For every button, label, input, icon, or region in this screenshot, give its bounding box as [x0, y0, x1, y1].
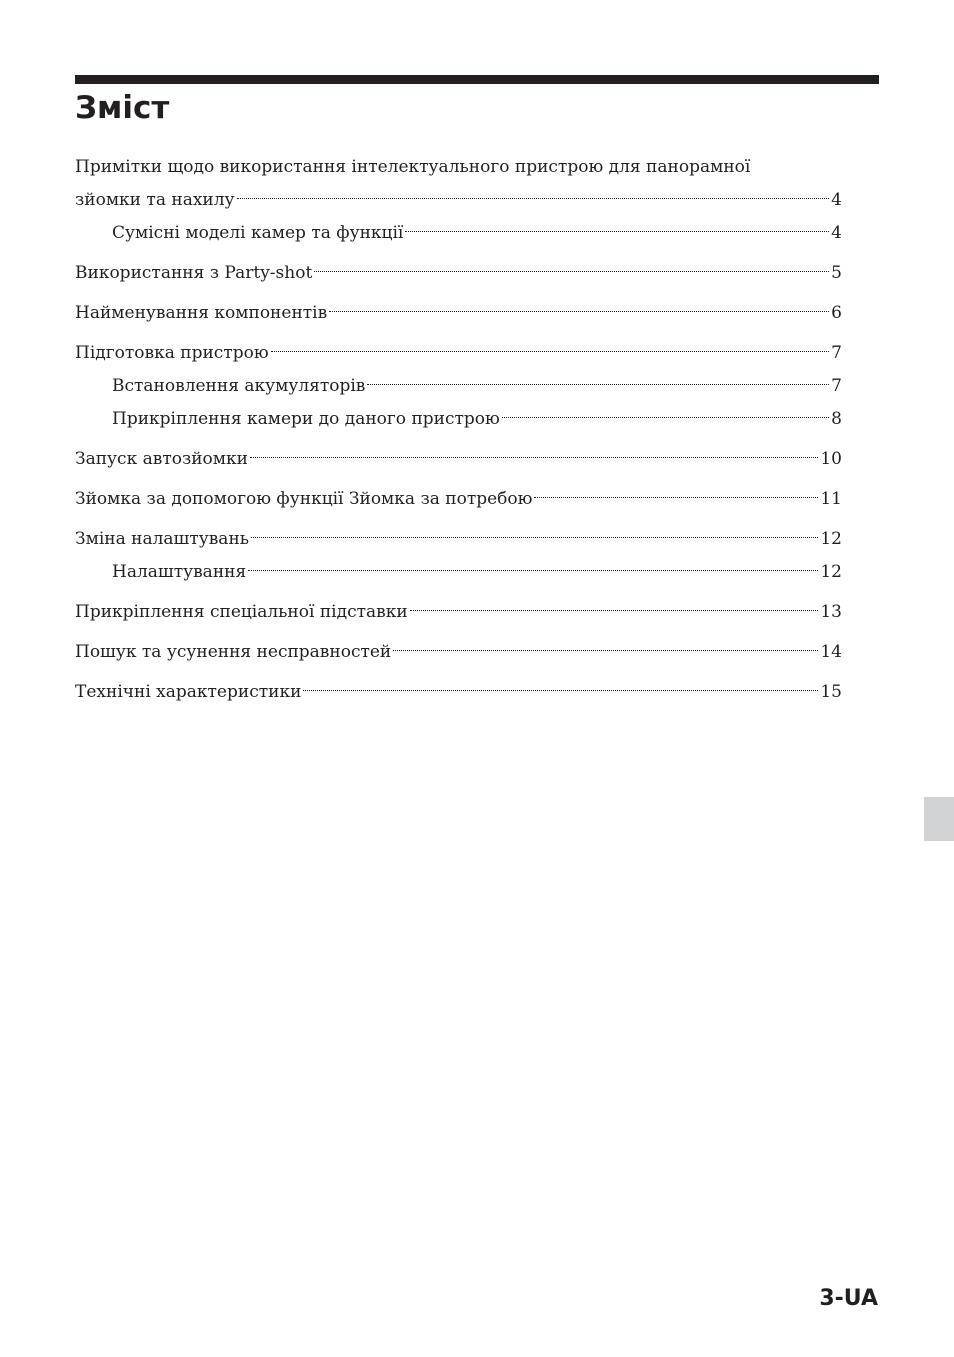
toc-entry-title: Пошук та усунення несправностей — [75, 642, 392, 662]
toc-subentry[interactable] — [75, 399, 842, 429]
dot-leader — [303, 672, 818, 697]
toc-entry-page: 4 — [831, 223, 842, 243]
table-of-contents — [75, 155, 842, 702]
toc-entry[interactable] — [75, 155, 842, 210]
dot-leader — [367, 366, 829, 391]
toc-entry-title: Налаштування — [112, 562, 247, 582]
toc-entry-page: 5 — [831, 263, 842, 283]
toc-entry-title: Прикріплення спеціальної підставки — [75, 602, 408, 622]
toc-entry[interactable] — [75, 293, 842, 323]
toc-entry-page: 11 — [820, 489, 842, 509]
toc-entry-page: 12 — [820, 529, 842, 549]
top-rule — [75, 75, 879, 84]
dot-leader — [314, 253, 829, 278]
dot-leader — [250, 439, 818, 464]
dot-leader — [502, 399, 829, 424]
toc-entry-page: 14 — [820, 642, 842, 662]
toc-entry[interactable] — [75, 333, 842, 363]
toc-entry-title: Встановлення акумуляторів — [112, 376, 366, 396]
toc-entry[interactable] — [75, 253, 842, 283]
dot-leader — [271, 333, 830, 358]
dot-leader — [248, 552, 818, 577]
dot-leader — [237, 180, 830, 205]
dot-leader — [534, 479, 818, 504]
toc-entry[interactable] — [75, 592, 842, 622]
toc-entry-title-line1: Примітки щодо використання інтелектуального пристрою для панорамної — [75, 157, 751, 177]
toc-subentry[interactable] — [75, 552, 842, 582]
toc-entry-page: 12 — [820, 562, 842, 582]
toc-entry-title: Підготовка пристрою — [75, 343, 269, 363]
section-side-tab — [924, 797, 954, 841]
toc-entry-title: Прикріплення камери до даного пристрою — [112, 409, 500, 429]
toc-entry-title: Найменування компонентів — [75, 303, 328, 323]
toc-entry-page: 6 — [831, 303, 842, 323]
toc-entry-title: Зйомка за допомогою функції Зйомка за потребою — [75, 489, 533, 509]
toc-entry-page: 8 — [831, 409, 842, 429]
dot-leader — [405, 213, 829, 238]
toc-subentry[interactable] — [75, 213, 842, 243]
page-number: 3-UA — [819, 1286, 878, 1311]
toc-entry-page: 7 — [831, 376, 842, 396]
toc-entry-title: Технічні характеристики — [75, 682, 302, 702]
toc-entry-page: 4 — [831, 190, 842, 210]
toc-entry[interactable] — [75, 519, 842, 549]
toc-entry-page: 13 — [820, 602, 842, 622]
toc-entry[interactable] — [75, 632, 842, 662]
toc-entry-title: Запуск автозйомки — [75, 449, 248, 469]
toc-entry-page: 7 — [831, 343, 842, 363]
toc-entry-page: 15 — [820, 682, 842, 702]
dot-leader — [393, 632, 818, 657]
dot-leader — [410, 592, 819, 617]
toc-entry[interactable] — [75, 672, 842, 702]
page-title: Зміст — [75, 90, 170, 126]
toc-entry-title: зйомки та нахилу — [75, 190, 235, 210]
toc-subentry[interactable] — [75, 366, 842, 396]
toc-entry[interactable] — [75, 479, 842, 509]
toc-entry-page: 10 — [820, 449, 842, 469]
toc-entry-title: Використання з Party-shot — [75, 263, 313, 283]
toc-entry-title: Сумісні моделі камер та функції — [112, 223, 404, 243]
dot-leader — [329, 293, 829, 318]
toc-entry[interactable] — [75, 439, 842, 469]
dot-leader — [251, 519, 818, 544]
toc-entry-title: Зміна налаштувань — [75, 529, 250, 549]
